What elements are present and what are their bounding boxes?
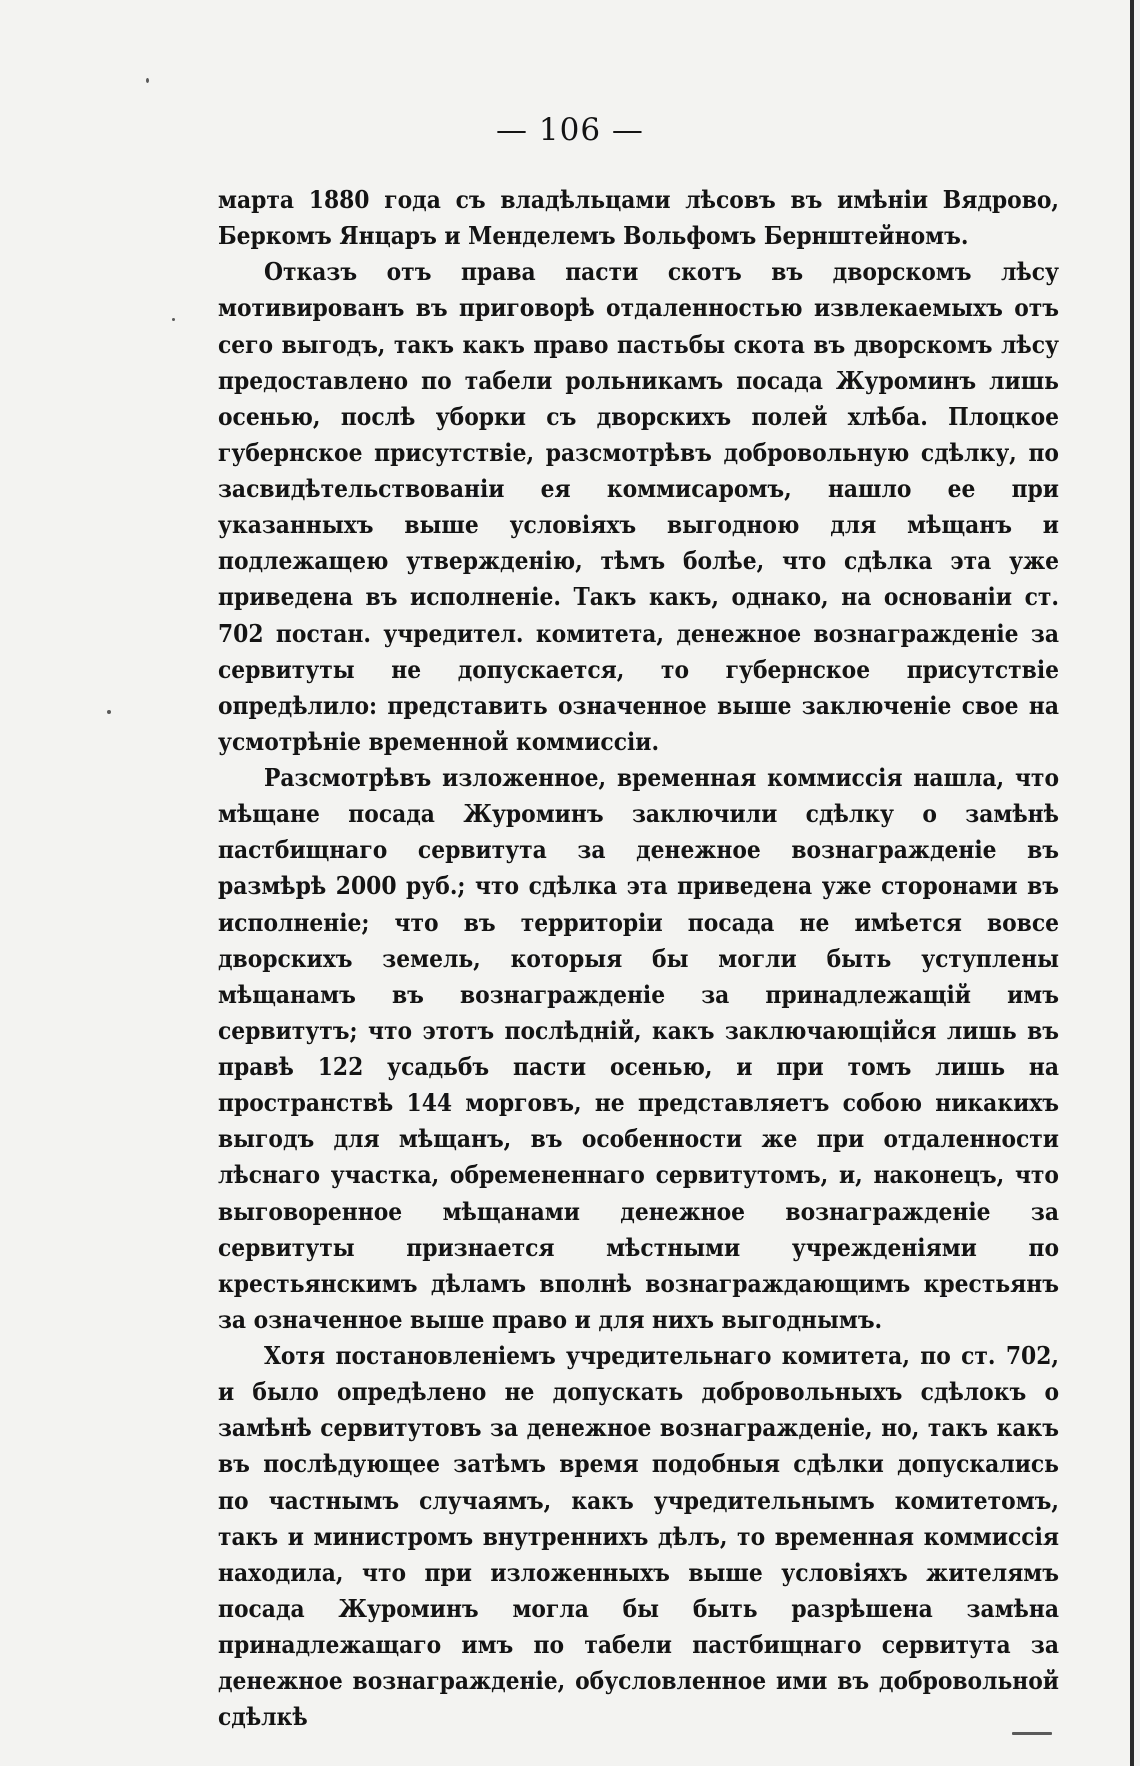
paragraph: Разсмотрѣвъ изложенное, временная коммиссія нашла, что мѣщане посада Журоминъ заключили сдѣлку о замѣнѣ пастбищнаго сервитута за денежное вознагражденіе въ размѣрѣ 2000 руб.; что сдѣлка эта приведена уже сторонами въ исполненіе; что въ территоріи посада не имѣется вовсе дворскихъ земель, которыя бы могли быть уступлены мѣщанамъ въ вознагражденіе за принадлежащій имъ сервитутъ; что этотъ послѣдній, какъ заключающійся лишь въ правѣ 122 усадьбъ пасти осенью, и при томъ лишь на пространствѣ 144 морговъ, не представляетъ собою никакихъ выгодъ для мѣщанъ, въ особенности же при отдаленности лѣснаго участка, обремененнаго сервитутомъ, и, наконецъ, что выговоренное мѣщанами денежное вознагражденіе за сервитуты признается мѣстными учрежденіями по крестьянскимъ дѣламъ вполнѣ вознаграждающимъ крестьянъ за означенное выше право и для нихъ выгоднымъ.	[218, 763, 1059, 1334]
scan-speck	[172, 318, 175, 321]
page-number: — 106 —	[496, 112, 644, 148]
paragraph: Хотя постановленіемъ учредительнаго комитета, по ст. 702, и было опредѣлено не допускать добровольныхъ сдѣлокъ о замѣнѣ сервитутовъ за денежное вознагражденіе, но, такъ какъ въ послѣдующее затѣмъ время подобныя сдѣлки допускались по частнымъ случаямъ, какъ учредительнымъ комитетомъ, такъ и министромъ внутреннихъ дѣлъ, то временная коммиссія находила, что при изложенныхъ выше условіяхъ жителямъ посада Журоминъ могла бы быть разрѣшена замѣна принадлежащаго имъ по табели пастбищнаго сервитута за денежное вознагражденіе, обусловленное ими въ добровольной сдѣлкѣ	[218, 1341, 1059, 1732]
page-binding-edge	[1130, 0, 1134, 1766]
scan-speck	[107, 710, 111, 714]
body-text	[218, 182, 1059, 1735]
paragraph: марта 1880 года съ владѣльцами лѣсовъ въ имѣніи Вядрово, Беркомъ Янцаръ и Менделемъ Вольфомъ Бернштейномъ.	[218, 185, 1059, 251]
scan-speck	[146, 78, 149, 83]
paragraph: Отказъ отъ права пасти скотъ въ дворскомъ лѣсу мотивированъ въ приговорѣ отдаленностью извлекаемыхъ отъ сего выгодъ, такъ какъ право пастьбы скота въ дворскомъ лѣсу предоставлено по табели рольникамъ посада Журоминъ лишь осенью, послѣ уборки съ дворскихъ полей хлѣба. Плоцкое губернское присутствіе, разсмотрѣвъ добровольную сдѣлку, по засвидѣтельствованіи ея коммисаромъ, нашло ее при указанныхъ выше условіяхъ выгодною для мѣщанъ и подлежащею утвержденію, тѣмъ болѣе, что сдѣлка эта уже приведена въ исполненіе. Такъ какъ, однако, на основаніи ст. 702 постан. учредител. комитета, денежное вознагражденіе за сервитуты не допускается, то губернское присутствіе опредѣлило: представить означенное выше заключеніе свое на усмотрѣніе временной коммиссіи.	[218, 257, 1059, 756]
scan-speck	[1012, 1732, 1052, 1735]
